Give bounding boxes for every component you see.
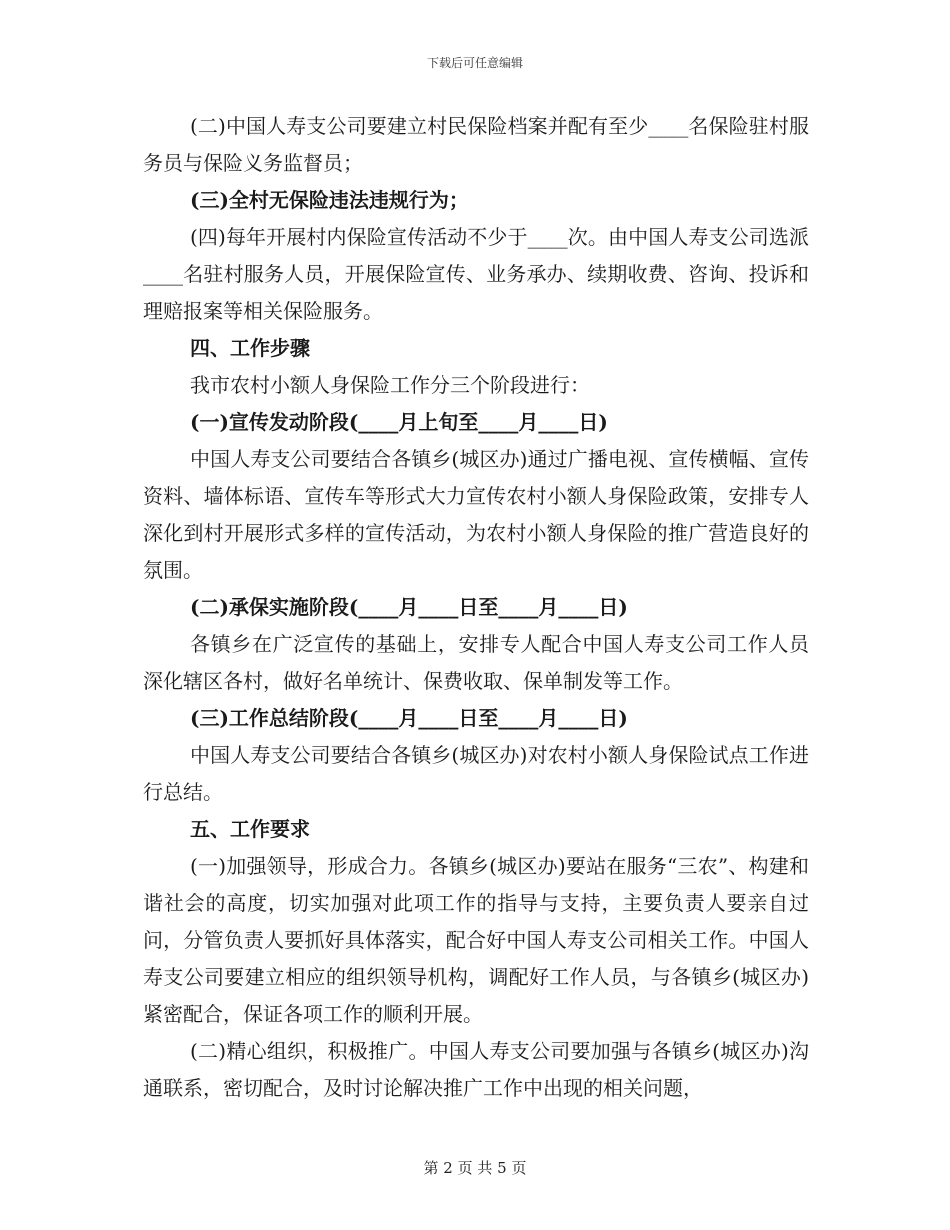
stage-heading-summary: (三)工作总结阶段(____月____日至____月____日) <box>190 706 628 730</box>
document-body <box>143 108 809 1107</box>
section-heading-work-requirements: 五、工作要求 <box>190 817 310 841</box>
paragraph-underwriting-details: 各镇乡在广泛宣传的基础上，安排专人配合中国人寿支公司工作人员深化辖区各村，做好名单统计、保费收取、保单制发等工作。 <box>143 632 809 693</box>
stage-heading-publicity: (一)宣传发动阶段(____月上旬至____月____日) <box>190 410 608 434</box>
page-header: 下载后可任意编辑 <box>426 56 523 70</box>
paragraph-three-stages-intro: 我市农村小额人身保险工作分三个阶段进行： <box>190 373 590 397</box>
paragraph-promotion-activities: (四)每年开展村内保险宣传活动不少于____次。由中国人寿支公司选派____名驻村服务人员，开展保险宣传、业务承办、续期收费、咨询、投诉和理赔报案等相关保险服务。 <box>143 225 809 323</box>
paragraph-strengthen-leadership: (一)加强领导，形成合力。各镇乡(城区办)要站在服务“三农”、构建和谐社会的高度，切实加强对此项工作的指导与支持，主要负责人要亲自过问，分管负责人要抓好具体落实，配合好中国人寿支公司相关工作。中国人寿支公司要建立相应的组织领导机构，调配好工作人员，与各镇乡(城区办)紧密配合，保证各项工作的顺利开展。 <box>143 854 809 1026</box>
stage-heading-underwriting: (二)承保实施阶段(____月____日至____月____日) <box>190 595 628 619</box>
page-number: 第 2 页 共 5 页 <box>423 1159 527 1177</box>
paragraph-summary-details: 中国人寿支公司要结合各镇乡(城区办)对农村小额人身保险试点工作进行总结。 <box>143 743 809 804</box>
section-heading-work-steps: 四、工作步骤 <box>190 336 310 360</box>
paragraph-publicity-details: 中国人寿支公司要结合各镇乡(城区办)通过广播电视、宣传横幅、宣传资料、墙体标语、宣传车等形式大力宣传农村小额人身保险政策，安排专人深化到村开展形式多样的宣传活动，为农村小额人身保险的推广营造良好的氛围。 <box>143 447 809 582</box>
paragraph-staffing-requirement: (二)中国人寿支公司要建立村民保险档案并配有至少____名保险驻村服务员与保险义务监督员； <box>143 114 809 175</box>
paragraph-no-violations: (三)全村无保险违法违规行为； <box>190 188 469 212</box>
paragraph-careful-organization: (二)精心组织，积极推广。中国人寿支公司要加强与各镇乡(城区办)沟通联系，密切配合，及时讨论解决推广工作中出现的相关问题， <box>143 1039 809 1100</box>
